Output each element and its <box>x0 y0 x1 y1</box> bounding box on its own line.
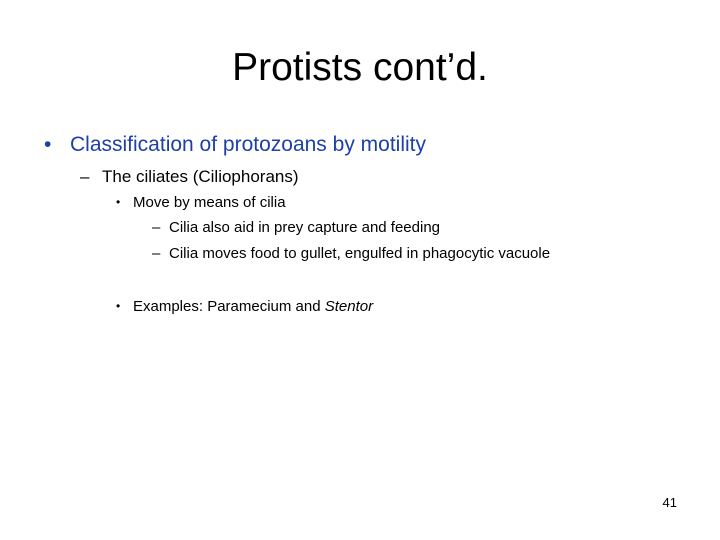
dash-marker: – <box>152 219 161 236</box>
slide-title: Protists cont’d. <box>232 46 488 89</box>
bullet-text: The ciliates (Ciliophorans) <box>102 167 299 186</box>
bullet-text: Cilia moves food to gullet, engulfed in phagocytic vacuole <box>169 245 551 262</box>
bullet-text-prefix: Examples: Paramecium and <box>133 298 325 315</box>
bullet-text: Move by means of cilia <box>133 194 286 211</box>
bullet-text-italic: Stentor <box>324 298 374 315</box>
page-number: 41 <box>662 495 677 510</box>
dash-marker: – <box>80 167 90 186</box>
bullet-level1 <box>44 131 426 159</box>
bullet-level4 <box>152 244 550 264</box>
dash-marker: – <box>152 245 161 262</box>
bullet-marker: • <box>44 133 52 156</box>
bullet-text: Classification of protozoans by motility <box>70 133 426 156</box>
bullet-marker: • <box>116 299 121 313</box>
bullet-level3 <box>116 192 286 213</box>
bullet-level4 <box>152 218 440 238</box>
bullet-marker: • <box>116 195 121 209</box>
bullet-text: Cilia also aid in prey capture and feeding <box>169 219 441 236</box>
bullet-level3 <box>116 296 373 317</box>
bullet-level2 <box>80 165 299 189</box>
